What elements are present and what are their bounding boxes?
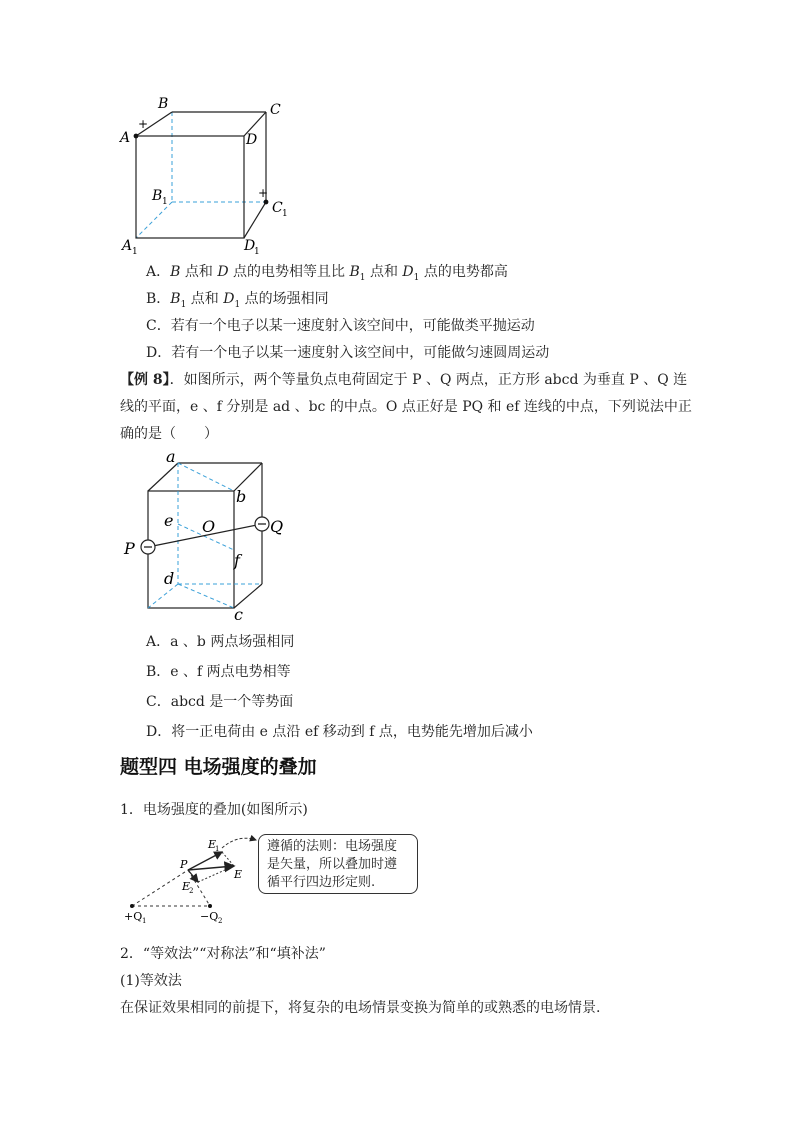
svg-text:2: 2 <box>218 917 223 925</box>
q8-option-c: C．abcd 是一个等势面 <box>146 694 294 710</box>
label-E1: E <box>208 838 217 851</box>
item2-1-desc: 在保证效果相同的前提下，将复杂的电场情景变换为简单的或熟悉的电场情景. <box>120 1000 601 1016</box>
q7-option-d: D．若有一个电子以某一速度射入该空间中，可能做匀速圆周运动 <box>146 345 550 361</box>
q8-option-a: A．a 、b 两点场强相同 <box>146 634 295 650</box>
label-Q: Q <box>270 517 284 536</box>
label-D1-sub: 1 <box>254 247 260 257</box>
example8-line1: 【例 8】．如图所示，两个等量负点电荷固定于 P 、Q 两点，正方形 abcd 为垂直 P 、Q 连 <box>120 372 688 388</box>
label-Q2: −Q <box>200 910 219 923</box>
label-Q1: +Q <box>124 910 143 923</box>
label-D1: D <box>244 238 256 254</box>
label-f: f <box>234 551 240 570</box>
example8-line2: 线的平面，e 、f 分别是 ad 、bc 的中点。O 点正好是 PQ 和 ef 连线的中点，下列说法中正 <box>120 399 692 415</box>
label-e: e <box>164 511 174 530</box>
cube-figure <box>118 92 298 260</box>
label-P: P <box>124 539 135 558</box>
vector-figure <box>118 830 258 926</box>
label-E: E <box>234 868 243 881</box>
label-D: D <box>246 132 258 148</box>
label-d: d <box>164 569 175 588</box>
label-C: C <box>270 102 281 118</box>
rule-note-box: 遵循的法则：电场强度是矢量，所以叠加时遵循平行四边形定则. <box>258 834 418 894</box>
label-B1: B <box>152 188 163 204</box>
label-B1-sub: 1 <box>162 197 168 207</box>
example8-line3: 确的是（ ） <box>120 426 218 442</box>
box-figure <box>118 448 288 626</box>
section-title: 题型四 电场强度的叠加 <box>120 756 317 778</box>
example8-tag: 【例 8】 <box>120 372 170 388</box>
item2-text: 2．“等效法”“对称法”和“填补法” <box>120 946 326 962</box>
label-C1: C <box>272 200 283 216</box>
svg-text:1: 1 <box>142 917 147 925</box>
q8-option-d: D．将一正电荷由 e 点沿 ef 移动到 f 点，电势能先增加后减小 <box>146 724 533 740</box>
label-P: P <box>180 858 188 871</box>
label-O: O <box>202 517 216 536</box>
label-A1-sub: 1 <box>132 247 138 257</box>
label-A: A <box>120 130 131 146</box>
label-a: a <box>166 448 176 466</box>
label-B: B <box>158 96 169 112</box>
label-b: b <box>236 487 247 506</box>
label-E2: E <box>182 880 191 893</box>
q7-option-a: A．B 点和 D 点的电势相等且比 $B_1$ 点和 $D_1$ 点的电势都高 <box>146 264 508 283</box>
svg-text:2: 2 <box>189 887 194 895</box>
q7-option-c: C．若有一个电子以某一速度射入该空间中，可能做类平抛运动 <box>146 318 535 334</box>
q7-option-b: B．$B_1$ 点和 $D_1$ 点的场强相同 <box>146 291 329 310</box>
label-C1-sub: 1 <box>282 209 288 219</box>
plus-sign-c1: + <box>258 186 269 200</box>
plus-sign-a: + <box>138 117 149 131</box>
item2-1-text: (1)等效法 <box>120 973 182 989</box>
item1-text: 1．电场强度的叠加(如图所示) <box>120 802 308 818</box>
q8-option-b: B．e 、f 两点电势相等 <box>146 664 291 680</box>
label-c: c <box>234 605 243 624</box>
svg-text:1: 1 <box>215 845 220 853</box>
label-A1: A <box>122 238 133 254</box>
